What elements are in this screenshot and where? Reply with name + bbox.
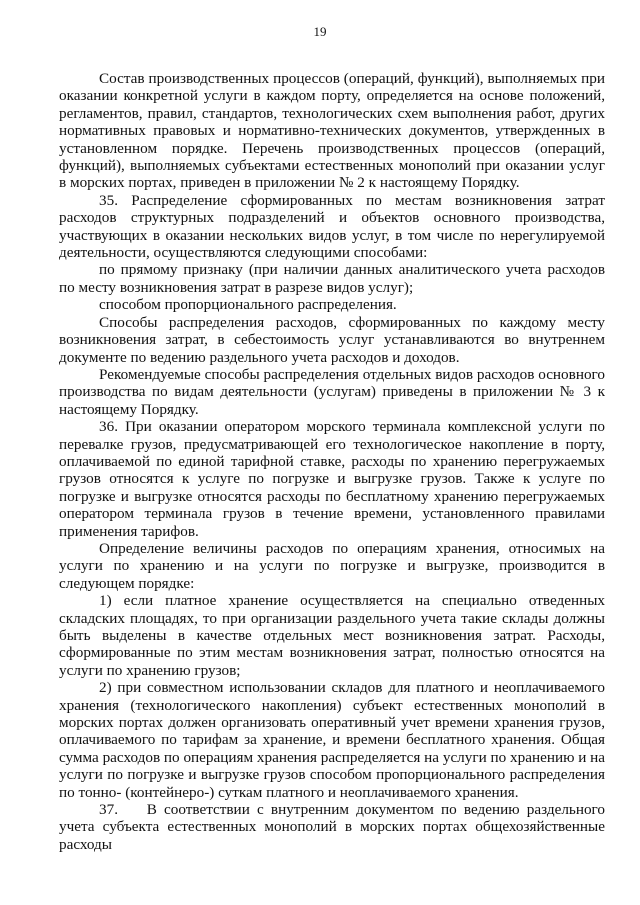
paragraph-36: 36. При оказании оператором морского терминала комплексной услуги по перевалке грузов, предусматривающей его технологическое накопление в порту, оплачиваемой по единой тарифной ставке, расходы по хранению перегружаемых грузов относятся к услуге по погрузке и выгрузке грузов. Также к услуге по погрузке и выгрузке относятся расходы по бесплатному хранению перегружаемых оператором терминала грузов в течение времени, установленного правилами применения тарифов. (59, 418, 605, 540)
paragraph-distribution-methods: Способы распределения расходов, сформированных по каждому месту возникновения затрат, в себестоимость услуг устанавливаются во внутреннем документе по ведению раздельного учета расходов и доходов. (59, 313, 605, 366)
paragraph-item-1: 1) если платное хранение осуществляется на специально отведенных складских площадях, то при организации раздельного учета такие склады должны быть выделены в качестве отдельных мест возникновения затрат. Расходы, сформированные по этим местам возникновения затрат, полностью относятся на услуги по хранению грузов; (59, 592, 605, 679)
paragraph-item-2: 2) при совместном использовании складов для платного и неоплачиваемого хранения (технологического накопления) субъект естественных монополий в морских портах должен организовать оперативный учет времени хранения грузов, оплачиваемого по тарифам за хранение, и времени бесплатного хранения. Общая сумма расходов по операциям хранения распределяется на услуги по хранению и на услуги по погрузке и выгрузке грузов способом пропорционального распределения по тонно- (контейнеро-) суткам платного и неоплачиваемого хранения. (59, 679, 606, 801)
paragraph-proportional-method: способом пропорционального распределения. (99, 296, 397, 314)
paragraph-direct-attribute: по прямому признаку (при наличии данных аналитического учета расходов по месту возникновения затрат в разрезе видов услуг); (59, 261, 605, 296)
paragraph-production-processes: Состав производственных процессов (операций, функций), выполняемых при оказании конкретной услуги в каждом порту, определяется на основе положений, регламентов, правил, стандартов, технологических схем выполнения работ, других нормативных правовых и нормативно-технических документов, утвержденных в установленном порядке. Перечень производственных процессов (операций, функций), выполняемых субъектами естественных монополий при оказании услуг в морских портах, приведен в приложении № 2 к настоящему Порядку. (59, 70, 605, 192)
document-body (59, 70, 609, 853)
paragraph-storage-costs: Определение величины расходов по операциям хранения, относимых на услуги по хранению и на услуги по погрузке и выгрузке, производится в следующем порядке: (59, 539, 605, 592)
paragraph-35: 35. Распределение сформированных по местам возникновения затрат расходов структурных подразделений и объектов основного производства, участвующих в оказании нескольких видов услуг, в том числе по нерегулируемой деятельности, осуществляются следующими способами: (59, 191, 605, 262)
paragraph-recommended-methods: Рекомендуемые способы распределения отдельных видов расходов основного производства по видам деятельности (услугам) приведены в приложении № 3 к настоящему Порядку. (59, 365, 605, 418)
page-number: 19 (313, 24, 327, 39)
paragraph-37: 37. В соответствии с внутренним документом по ведению раздельного учета субъекта естественных монополий в морских портах общехозяйственные расходы (59, 801, 609, 853)
